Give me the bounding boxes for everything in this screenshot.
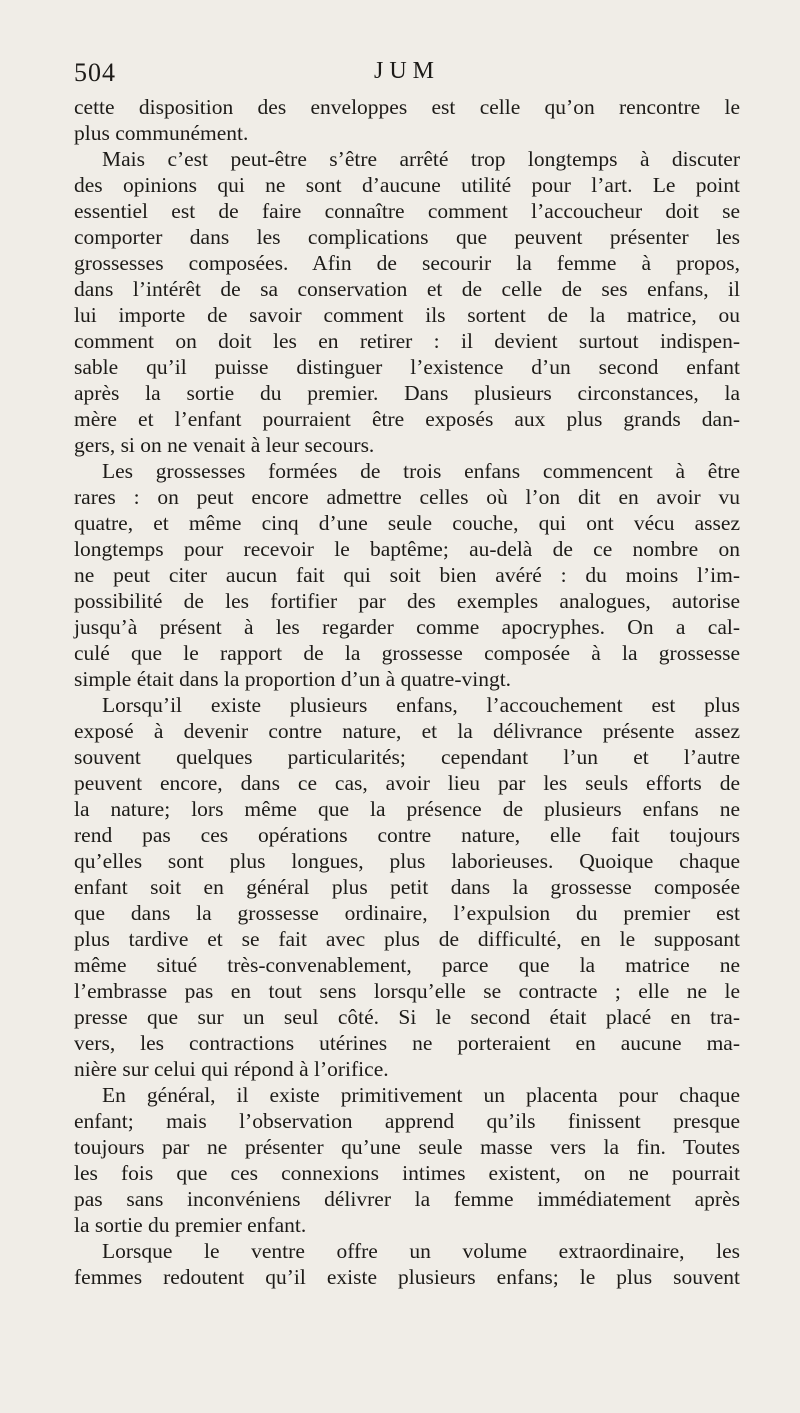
- text-line: lui importe de savoir comment ils sortent de la matrice, ou: [74, 303, 740, 327]
- text-line: vers, les contractions utérines ne porteraient en aucune ma-: [74, 1031, 740, 1055]
- text-line: sable qu’il puisse distinguer l’existence d’un second enfant: [74, 355, 740, 379]
- text-line: possibilité de les fortifier par des exemples analogues, autorise: [74, 589, 740, 613]
- text-line: enfant soit en général plus petit dans la grossesse composée: [74, 875, 740, 899]
- text-line: l’embrasse pas en tout sens lorsqu’elle se contracte ; elle ne le: [74, 979, 740, 1003]
- paragraph: [74, 1238, 740, 1290]
- paragraph: [74, 1082, 740, 1238]
- text-line: la nature; lors même que la présence de plusieurs enfans ne: [74, 797, 740, 821]
- page-body-text: [74, 94, 740, 1290]
- text-line: culé que le rapport de la grossesse composée à la grossesse: [74, 641, 740, 665]
- paragraph: [74, 692, 740, 1082]
- text-line: comporter dans les complications que peuvent présenter les: [74, 225, 740, 249]
- text-line: dans l’intérêt de sa conservation et de celle de ses enfans, il: [74, 277, 740, 301]
- text-line: femmes redoutent qu’il existe plusieurs enfans; le plus souvent: [74, 1265, 740, 1289]
- text-line: Lorsqu’il existe plusieurs enfans, l’accouchement est plus: [102, 693, 740, 717]
- paragraph: [74, 146, 740, 458]
- paragraph: [74, 458, 740, 692]
- text-line: rend pas ces opérations contre nature, elle fait toujours: [74, 823, 740, 847]
- text-line: qu’elles sont plus longues, plus laborieuses. Quoique chaque: [74, 849, 740, 873]
- text-line: plus tardive et se fait avec plus de difficulté, en le supposant: [74, 927, 740, 951]
- text-line: après la sortie du premier. Dans plusieurs circonstances, la: [74, 381, 740, 405]
- text-line: cette disposition des enveloppes est celle qu’on rencontre le: [74, 95, 740, 119]
- text-line: simple était dans la proportion d’un à quatre-vingt.: [74, 667, 512, 691]
- page-number: 504: [74, 58, 116, 87]
- text-line: quatre, et même cinq d’une seule couche, qui ont vécu assez: [74, 511, 740, 535]
- text-line: plus communément.: [74, 121, 249, 145]
- text-line: comment on doit les en retirer : il devient surtout indispen-: [74, 329, 740, 353]
- text-line: Les grossesses formées de trois enfans commencent à être: [102, 459, 740, 483]
- text-line: même situé très-convenablement, parce que la matrice ne: [74, 953, 740, 977]
- text-line: toujours par ne présenter qu’une seule masse vers la fin. Toutes: [74, 1135, 740, 1159]
- text-line: rares : on peut encore admettre celles où l’on dit en avoir vu: [74, 485, 740, 509]
- text-line: enfant; mais l’observation apprend qu’ils finissent presque: [74, 1109, 740, 1133]
- text-line: gers, si on ne venait à leur secours.: [74, 433, 375, 457]
- text-line: exposé à devenir contre nature, et la délivrance présente assez: [74, 719, 740, 743]
- text-line: les fois que ces connexions intimes existent, on ne pourrait: [74, 1161, 740, 1185]
- text-line: ne peut citer aucun fait qui soit bien avéré : du moins l’im-: [74, 563, 740, 587]
- text-line: Mais c’est peut-être s’être arrêté trop longtemps à discuter: [102, 147, 740, 171]
- text-line: des opinions qui ne sont d’aucune utilité pour l’art. Le point: [74, 173, 740, 197]
- text-line: grossesses composées. Afin de secourir la femme à propos,: [74, 251, 740, 275]
- text-line: essentiel est de faire connaître comment l’accoucheur doit se: [74, 199, 740, 223]
- text-line: pas sans inconvéniens délivrer la femme immédiatement après: [74, 1187, 740, 1211]
- text-line: souvent quelques particularités; cependant l’un et l’autre: [74, 745, 740, 769]
- text-line: mère et l’enfant pourraient être exposés aux plus grands dan-: [74, 407, 740, 431]
- text-line: Lorsque le ventre offre un volume extraordinaire, les: [102, 1239, 740, 1263]
- text-line: longtemps pour recevoir le baptême; au-delà de ce nombre on: [74, 537, 740, 561]
- text-line: la sortie du premier enfant.: [74, 1213, 307, 1237]
- text-line: peuvent encore, dans ce cas, avoir lieu par les seuls efforts de: [74, 771, 740, 795]
- text-line: En général, il existe primitivement un placenta pour chaque: [102, 1083, 740, 1107]
- text-line: jusqu’à présent à les regarder comme apocryphes. On a cal-: [74, 615, 740, 639]
- text-line: que dans la grossesse ordinaire, l’expulsion du premier est: [74, 901, 740, 925]
- page-header: [74, 58, 740, 90]
- running-head: JUM: [373, 58, 440, 84]
- text-line: presse que sur un seul côté. Si le second était placé en tra-: [74, 1005, 740, 1029]
- paragraph: [74, 94, 740, 146]
- text-line: nière sur celui qui répond à l’orifice.: [74, 1057, 389, 1081]
